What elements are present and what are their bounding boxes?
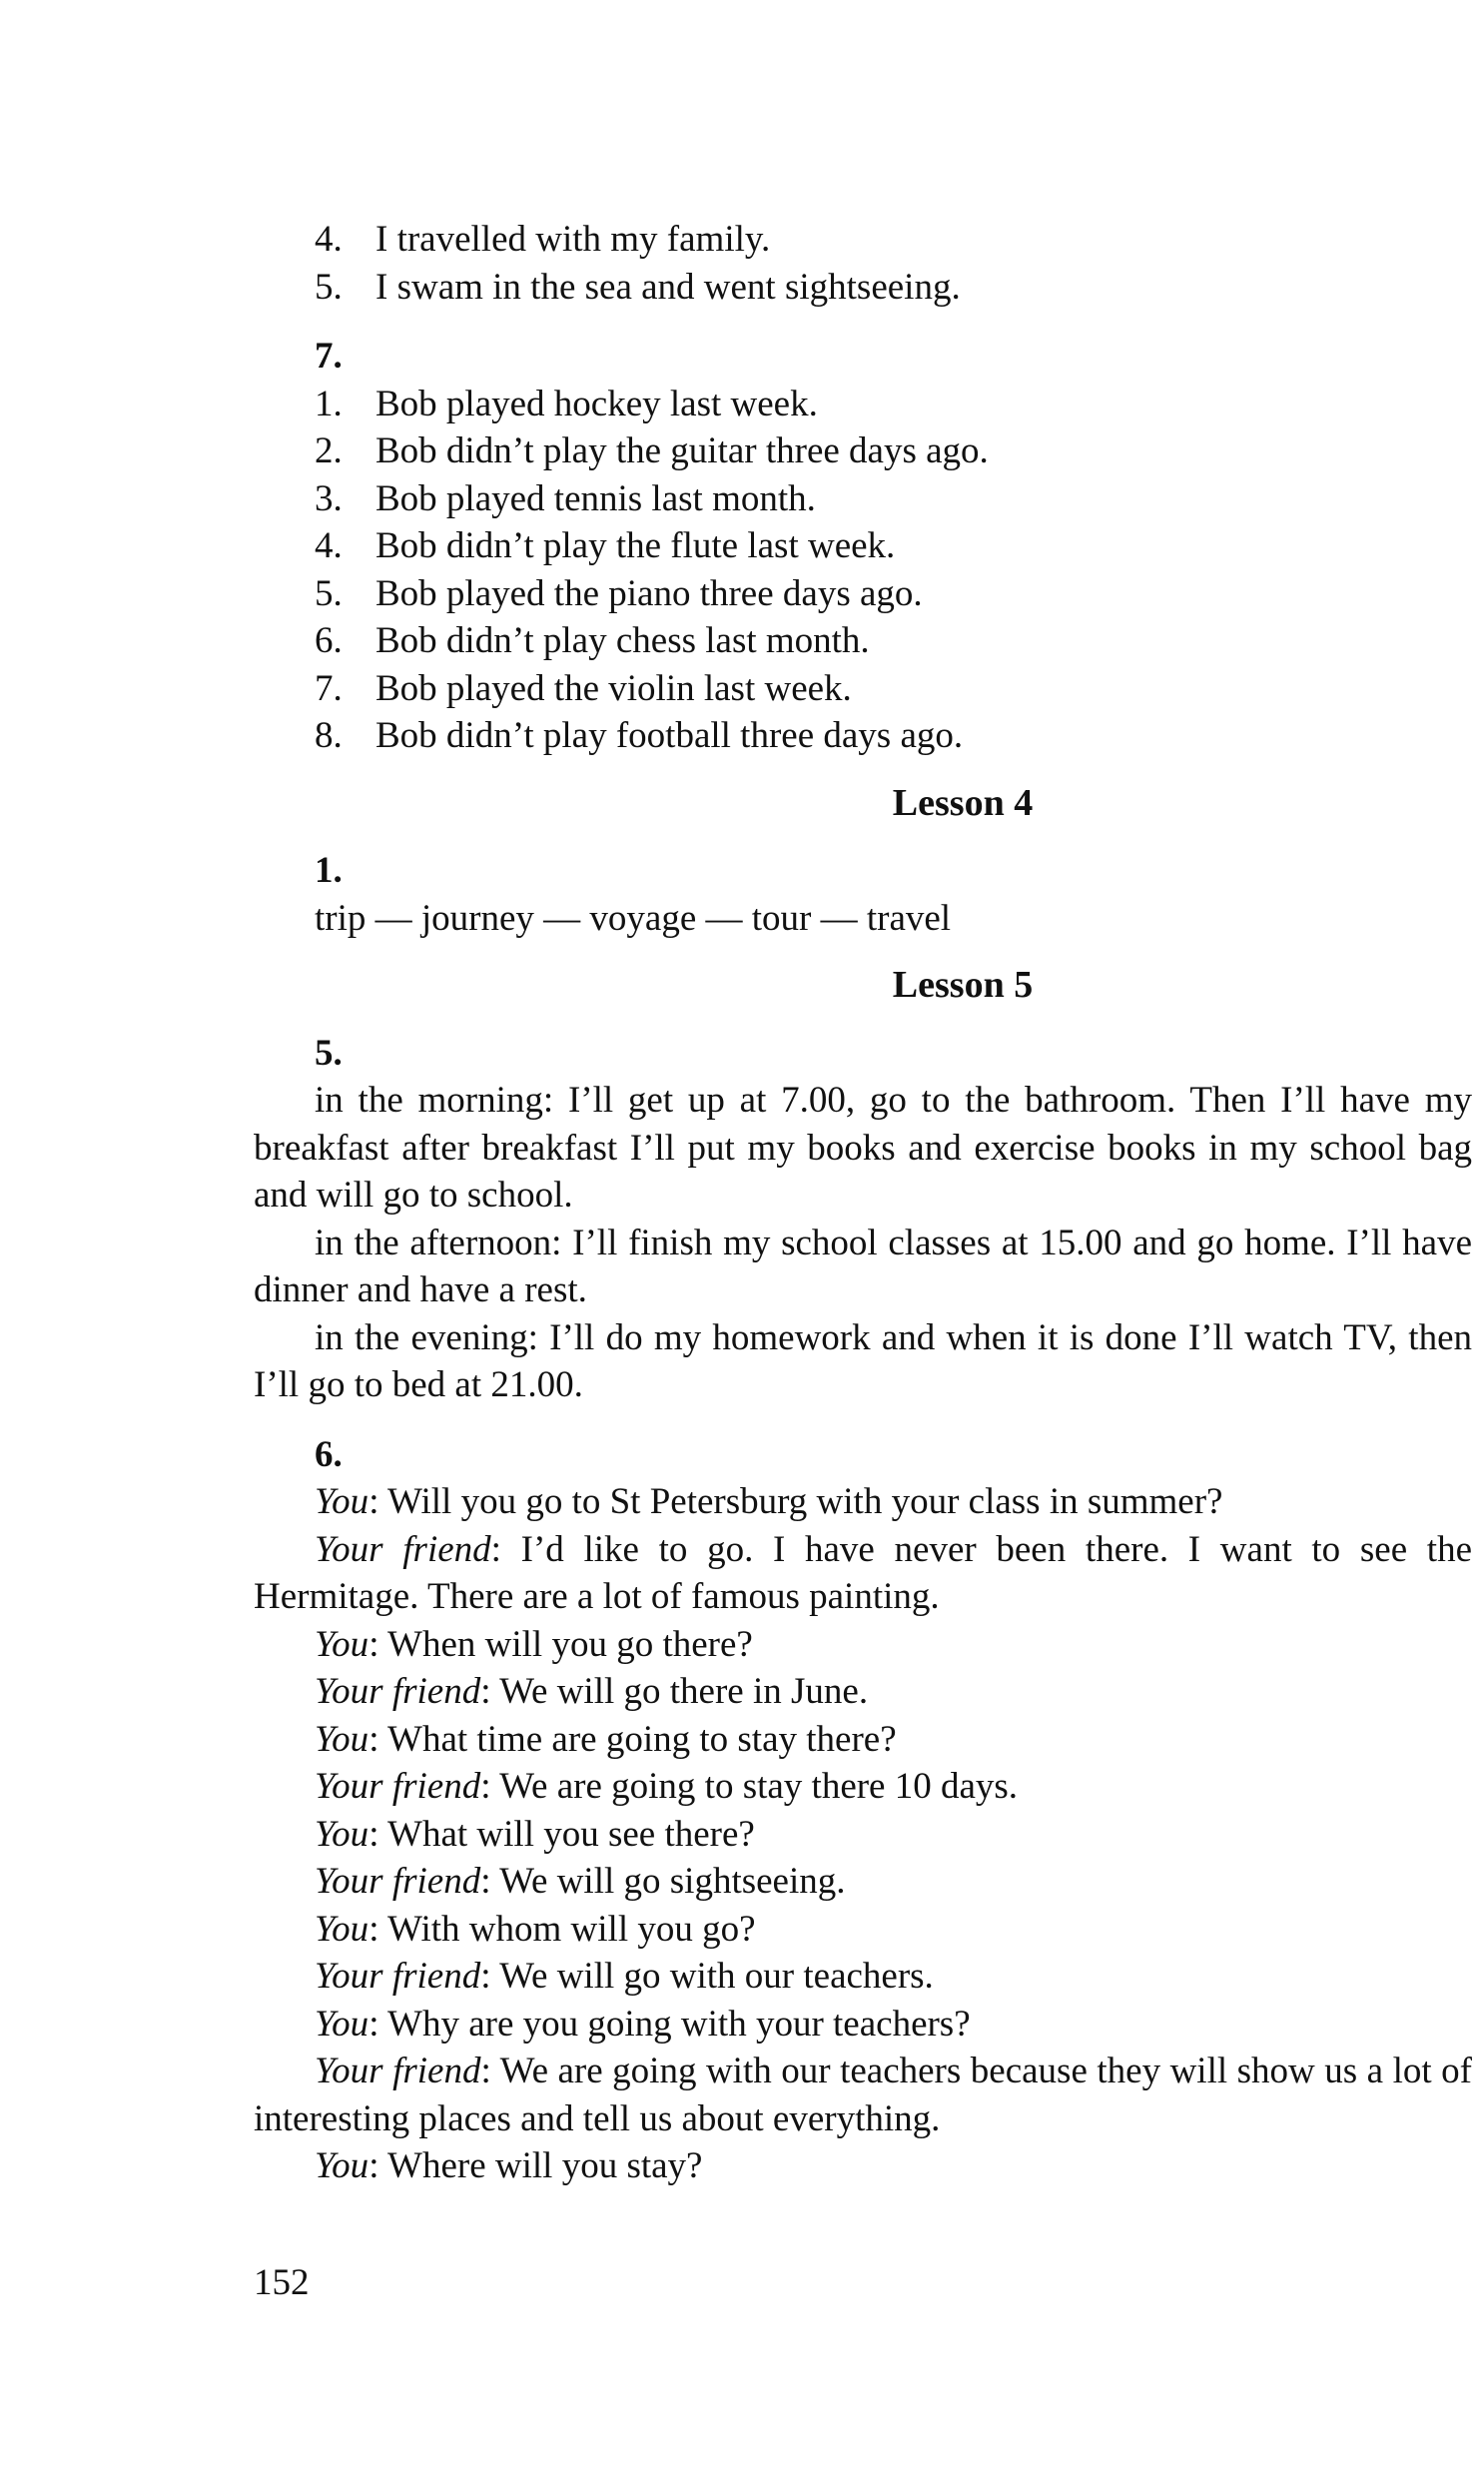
item-text: Bob played the piano three days ago. (375, 572, 923, 614)
item-number: 8. (315, 715, 343, 756)
speaker-name: You (315, 1623, 370, 1665)
item-number: 6. (315, 620, 343, 661)
item-text: Bob played the violin last week. (375, 667, 852, 709)
exercise-5-number: 5. (315, 1032, 343, 1074)
dialogue-text: : What time are going to stay there? (369, 1718, 897, 1760)
dialogue-text: : I’d like to go. I have never been there. I want to see the Hermitage. There are a lot of famous painting. (254, 1528, 1472, 1617)
speaker-name: Your friend (315, 1528, 491, 1570)
lesson-4-heading: Lesson 4 (892, 781, 1034, 824)
dialogue-line (254, 1953, 1472, 2001)
exercise-6-tail-list (254, 216, 1472, 311)
speaker-name: You (315, 1908, 370, 1950)
list-item (254, 570, 1472, 618)
speaker-name: Your friend (315, 1956, 481, 1997)
exercise-7-number: 7. (315, 336, 343, 377)
dialogue-line (254, 1621, 1472, 1669)
dialogue-line (254, 1478, 1472, 1526)
item-number: 5. (315, 572, 343, 614)
list-item (254, 475, 1472, 523)
speaker-name: You (315, 2145, 370, 2186)
speaker-name: You (315, 1718, 370, 1760)
dialogue (254, 1478, 1472, 2190)
dialogue-text: : Why are you going with your teachers? (369, 2003, 971, 2045)
list-item (254, 665, 1472, 713)
list-item (254, 264, 1472, 312)
dialogue-text: : We are going to stay there 10 days. (480, 1766, 1019, 1807)
item-number: 2. (315, 430, 343, 471)
speaker-name: Your friend (315, 1671, 481, 1712)
item-text: Bob didn’t play the guitar three days ago. (375, 430, 989, 471)
item-number: 4. (315, 525, 343, 566)
dialogue-line (254, 1526, 1472, 1621)
item-number: 1. (315, 383, 343, 424)
page-content (254, 216, 1472, 2190)
lesson-5-heading: Lesson 5 (892, 964, 1034, 1006)
list-item (254, 617, 1472, 665)
exercise-6-number: 6. (315, 1433, 343, 1475)
item-text: Bob didn’t play the flute last week. (375, 525, 896, 566)
item-text: Bob played tennis last month. (375, 477, 816, 519)
speaker-name: You (315, 1481, 370, 1522)
dialogue-text: : What will you see there? (369, 1813, 755, 1855)
dialogue-line (254, 2142, 1472, 2190)
exercise-5-paragraph: in the afternoon: I’ll finish my school classes at 15.00 and go home. I’ll have dinner and have a rest. (254, 1222, 1472, 1310)
exercise-5-paragraph: in the morning: I’ll get up at 7.00, go to the bathroom. Then I’ll have my breakfast after breakfast I’ll put my books and exercise books in my school bag and will go to school. (254, 1080, 1472, 1216)
list-item (254, 381, 1472, 428)
item-number: 7. (315, 667, 343, 709)
list-item (254, 427, 1472, 475)
dialogue-line (254, 1906, 1472, 1954)
item-number: 4. (315, 219, 343, 260)
item-number: 3. (315, 477, 343, 519)
dialogue-line (254, 1668, 1472, 1716)
speaker-name: Your friend (315, 1861, 481, 1902)
dialogue-line (254, 1858, 1472, 1906)
dialogue-text: : We will go with our teachers. (480, 1956, 934, 1997)
speaker-name: Your friend (315, 2051, 481, 2091)
list-item (254, 522, 1472, 570)
item-text: Bob didn’t play football three days ago. (375, 715, 964, 756)
item-text: Bob didn’t play chess last month. (375, 620, 870, 661)
speaker-name: You (315, 2003, 370, 2045)
exercise-5-paragraph: in the evening: I’ll do my homework and when it is done I’ll watch TV, then I’ll go to bed at 21.00. (254, 1316, 1472, 1405)
list-item (254, 712, 1472, 760)
exercise-7-list (254, 381, 1472, 760)
item-text: I travelled with my family. (375, 219, 771, 260)
item-number: 5. (315, 266, 343, 308)
dialogue-line (254, 1811, 1472, 1859)
page-number: 152 (254, 2262, 310, 2303)
dialogue-line (254, 2001, 1472, 2049)
dialogue-text: : We are going with our teachers because they will show us a lot of interesting places and tell us about everything. (254, 2051, 1473, 2139)
dialogue-text: : We will go sightseeing. (480, 1861, 846, 1902)
item-text: I swam in the sea and went sightseeing. (375, 266, 961, 308)
speaker-name: You (315, 1813, 370, 1855)
dialogue-line (254, 1763, 1472, 1811)
dialogue-text: : We will go there in June. (480, 1671, 869, 1712)
dialogue-text: : Where will you stay? (369, 2145, 703, 2186)
exercise-1-number: 1. (315, 850, 343, 891)
item-text: Bob played hockey last week. (375, 383, 818, 424)
dialogue-line (254, 2048, 1472, 2142)
dialogue-text: : When will you go there? (369, 1623, 753, 1665)
dialogue-text: : Will you go to St Petersburg with your class in summer? (369, 1481, 1223, 1522)
list-item (254, 216, 1472, 264)
dialogue-line (254, 1716, 1472, 1764)
dialogue-text: : With whom will you go? (369, 1908, 756, 1950)
speaker-name: Your friend (315, 1766, 481, 1807)
exercise-1-answer: trip — journey — voyage — tour — travel (315, 897, 952, 939)
